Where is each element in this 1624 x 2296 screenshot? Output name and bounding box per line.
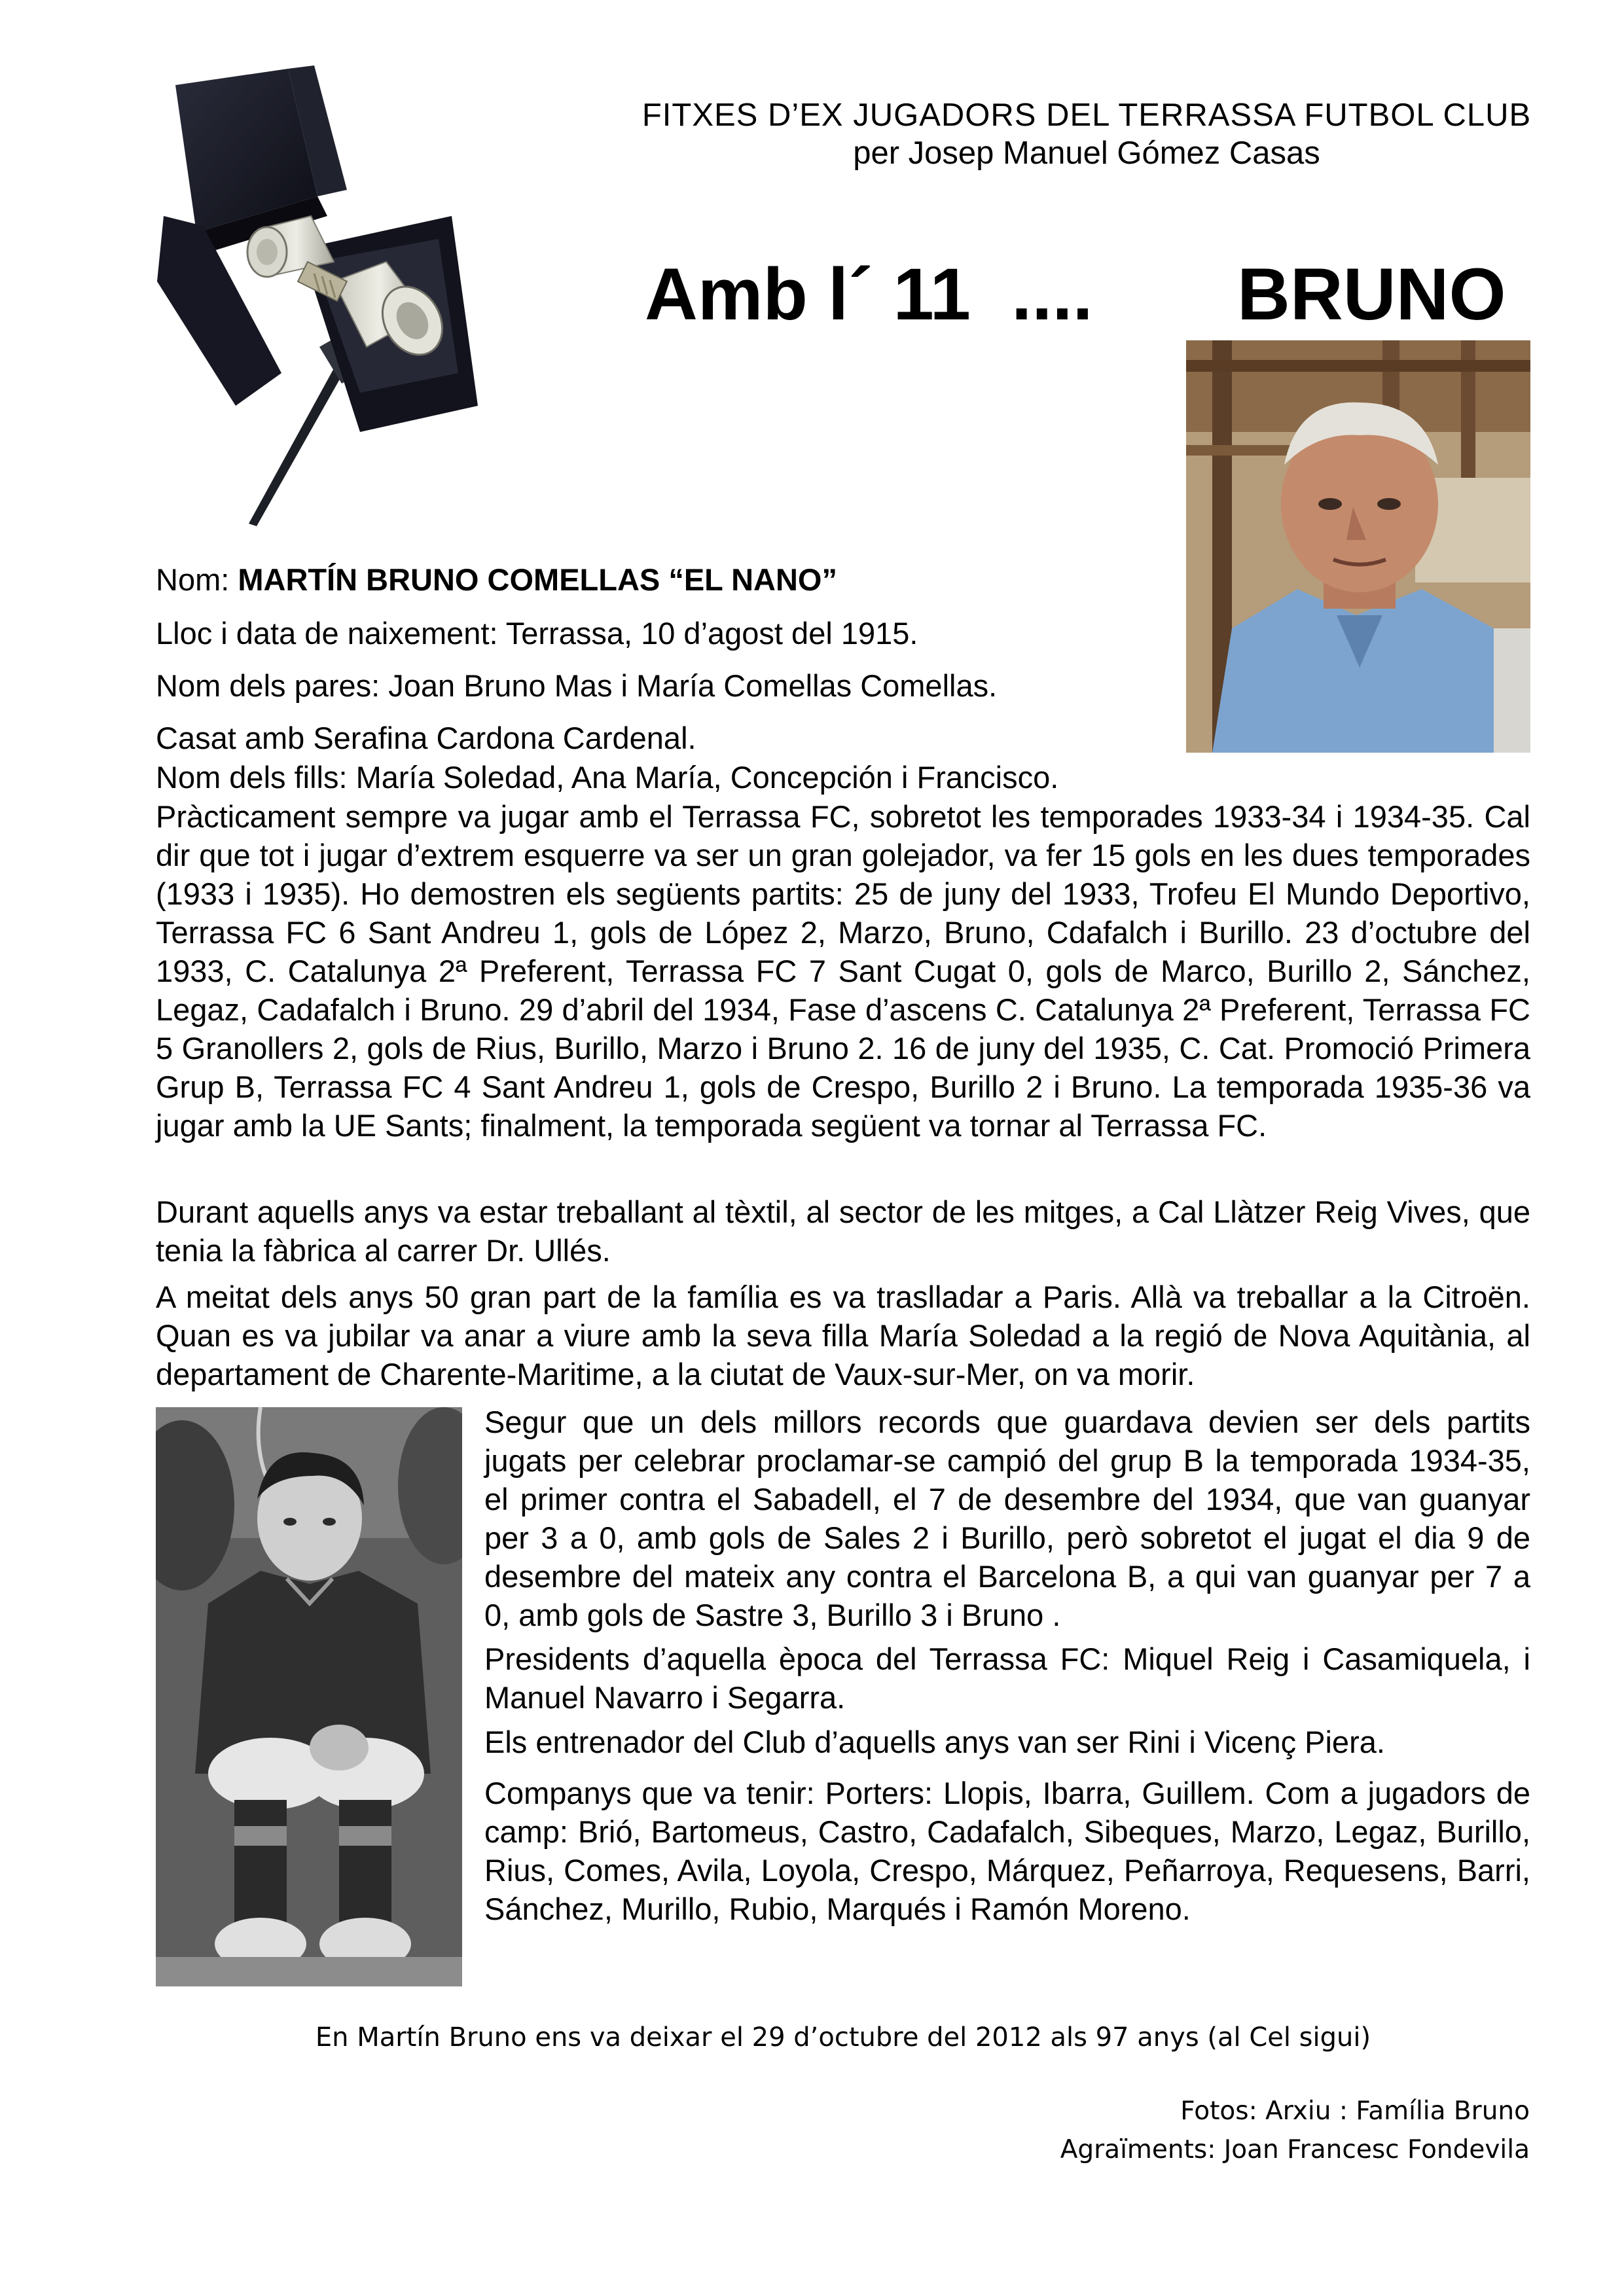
career-paragraph: Pràcticament sempre va jugar amb el Terrassa FC, sobretot les temporades 1933-34 i 1934-35. Cal dir que tot i jugar d’extrem esquerre va ser un gran golejador, va fer 15 gols en les dues temporades (1933 i 1935). Ho demostren els següents partits: 25 de juny del 1933, Trofeu El Mundo Deportivo, Terrassa FC 6 Sant Andreu 1, gols de López 2, Marzo, Bruno, Cdafalch i Burillo. 23 d’octubre del 1933, C. Catalunya 2ª Preferent, Terrassa FC 7 Sant Cugat 0, gols de Marco, Burillo 2, Sánchez, Legaz, Cadafalch i Bruno. 29 d’abril del 1934, Fase d’ascens C. Catalunya 2ª Preferent, Terrassa FC 5 Granollers 2, gols de Rius, Burillo, Marzo i Bruno 2. 16 de juny del 1935, C. Cat. Promoció Primera Grup B, Terrassa FC 4 Sant Andreu 1, gols de Crespo, Burillo 2 i Bruno. La temporada 1935-36 va jugar amb la UE Sants; finalment, la temporada següent va tornar al Terrassa FC. bbox=[156, 799, 1530, 1143]
best-memories-paragraph: Segur que un dels millors records que guardava devien ser dels partits jugats per celebrar proclamar-se campió del grup B la temporada 1934-35, el primer contra el Sabadell, el 7 de desembre del 1934, que van guanyar per 3 a 0, amb gols de Sales 2 i Burillo, però sobretot el jugat el dia 9 de desembre del mateix any contra el Barcelona B, a qui van guanyar per 7 a 0, amb gols de Sastre 3, Burillo 3 i Bruno . bbox=[484, 1405, 1530, 1632]
player-name-title: BRUNO bbox=[1237, 253, 1506, 335]
name-label: Nom: bbox=[156, 562, 238, 597]
presidents-paragraph: Presidents d’aquella època del Terrassa FC: Miquel Reig i Casamiquela, i Manuel Navarro i Segarra. bbox=[484, 1641, 1530, 1715]
birth-field: Lloc i data de naixement: Terrassa, 10 d’agost del 1915. bbox=[156, 616, 918, 651]
name-field bbox=[156, 560, 837, 600]
acknowledgements: Agraïments: Joan Francesc Fondevila bbox=[1060, 2135, 1530, 2164]
teammates-paragraph: Companys que va tenir: Porters: Llopis, Ibarra, Guillem. Com a jugadors de camp: Brió, Bartomeus, Castro, Cadafalch, Sibeques, Marzo, Legaz, Burillo, Rius, Comes, Avila, Loyola, Crespo, Márquez, Peñarroya, Requesens, Barri, Sánchez, Murillo, Rubio, Marqués i Ramón Moreno. bbox=[484, 1776, 1530, 1926]
obituary-line: En Martín Bruno ens va deixar el 29 d’octubre del 2012 als 97 anys (al Cel sigui) bbox=[315, 2022, 1371, 2053]
children-field: Nom dels fills: María Soledad, Ana María, Concepción i Francisco. bbox=[156, 760, 1059, 795]
parents-field: Nom dels pares: Joan Bruno Mas i María Comellas Comellas. bbox=[156, 668, 998, 703]
team-photo bbox=[156, 1407, 462, 1986]
photo-credit: Fotos: Arxiu : Família Bruno bbox=[1180, 2096, 1530, 2126]
later-life-paragraph: A meitat dels anys 50 gran part de la família es va traslladar a Paris. Allà va treballar a la Citroën. Quan es va jubilar va anar a viure amb la seva filla María Soledad a la regió de Nova Aquitània, al departament de Charente-Maritime, a la ciutat de Vaux-sur-Mer, on va morir. bbox=[156, 1280, 1530, 1391]
name-value: MARTÍN BRUNO COMELLAS “EL NANO” bbox=[238, 562, 837, 597]
portrait-photo bbox=[1186, 340, 1530, 753]
series-title: FITXES D’EX JUGADORS DEL TERRASSA FUTBOL CLUB bbox=[641, 98, 1532, 133]
page-title: Amb l´ 11 .... bbox=[645, 253, 1093, 335]
work-paragraph: Durant aquells anys va estar treballant al tèxtil, al sector de les mitges, a Cal Llàtzer Reig Vives, que tenia la fàbrica al carrer Dr. Ullés. bbox=[156, 1194, 1530, 1268]
author-line: per Josep Manuel Gómez Casas bbox=[853, 135, 1320, 171]
coaches-paragraph: Els entrenador del Club d’aquells anys van ser Rini i Vicenç Piera. bbox=[484, 1725, 1385, 1759]
loudspeaker-illustration bbox=[151, 65, 491, 537]
spouse-field: Casat amb Serafina Cardona Cardenal. bbox=[156, 721, 696, 755]
